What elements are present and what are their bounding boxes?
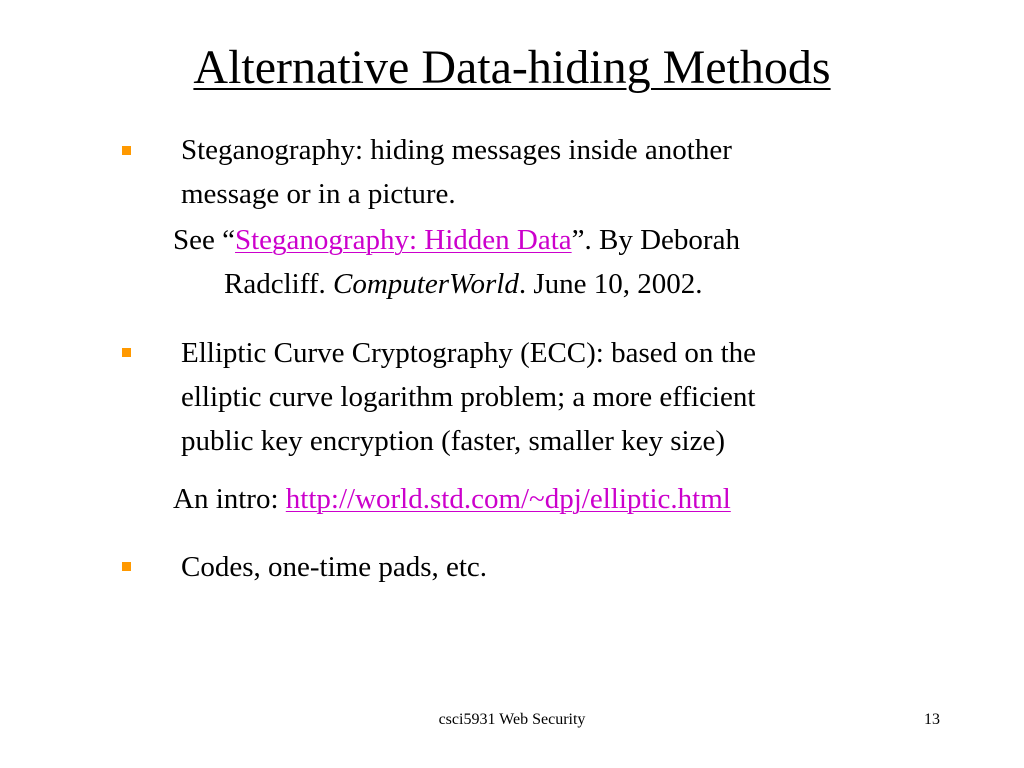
bullet-steganography-line-2: message or in a picture. xyxy=(181,178,456,210)
reference-date: . June 10, 2002. xyxy=(518,268,703,300)
steganography-reference-line-2 xyxy=(224,262,703,306)
reference-suffix: ”. By Deborah xyxy=(571,224,740,256)
bullet-codes-line-1: Codes, one-time pads, etc. xyxy=(181,551,488,583)
bullet-ecc-line-3: public key encryption (faster, smaller key size) xyxy=(181,425,725,457)
slide-title-text: Alternative Data-hiding Methods xyxy=(193,41,831,94)
bullet-ecc-line-1: Elliptic Curve Cryptography (ECC): based on the xyxy=(181,337,757,369)
ecc-intro-line xyxy=(173,477,731,521)
bullet-marker xyxy=(122,562,131,571)
reference-author: Radcliff. xyxy=(224,268,333,300)
reference-publication: ComputerWorld xyxy=(333,268,519,300)
footer-course: csci5931 Web Security xyxy=(438,711,586,728)
ecc-intro-link[interactable]: http://world.std.com/~dpj/elliptic.html xyxy=(285,483,731,515)
slide-title xyxy=(0,40,1024,96)
footer-page-number: 13 xyxy=(924,711,940,728)
bullet-marker xyxy=(122,146,131,155)
ecc-intro-label: An intro: xyxy=(173,483,286,515)
steganography-article-link[interactable]: Steganography: Hidden Data xyxy=(235,224,572,256)
bullet-ecc-line-2: elliptic curve logarithm problem; a more efficient xyxy=(181,381,756,413)
bullet-marker xyxy=(122,348,131,357)
bullet-steganography-line-1: Steganography: hiding messages inside another xyxy=(181,134,732,166)
reference-prefix: See “ xyxy=(173,224,235,256)
steganography-reference-line-1 xyxy=(173,218,740,262)
